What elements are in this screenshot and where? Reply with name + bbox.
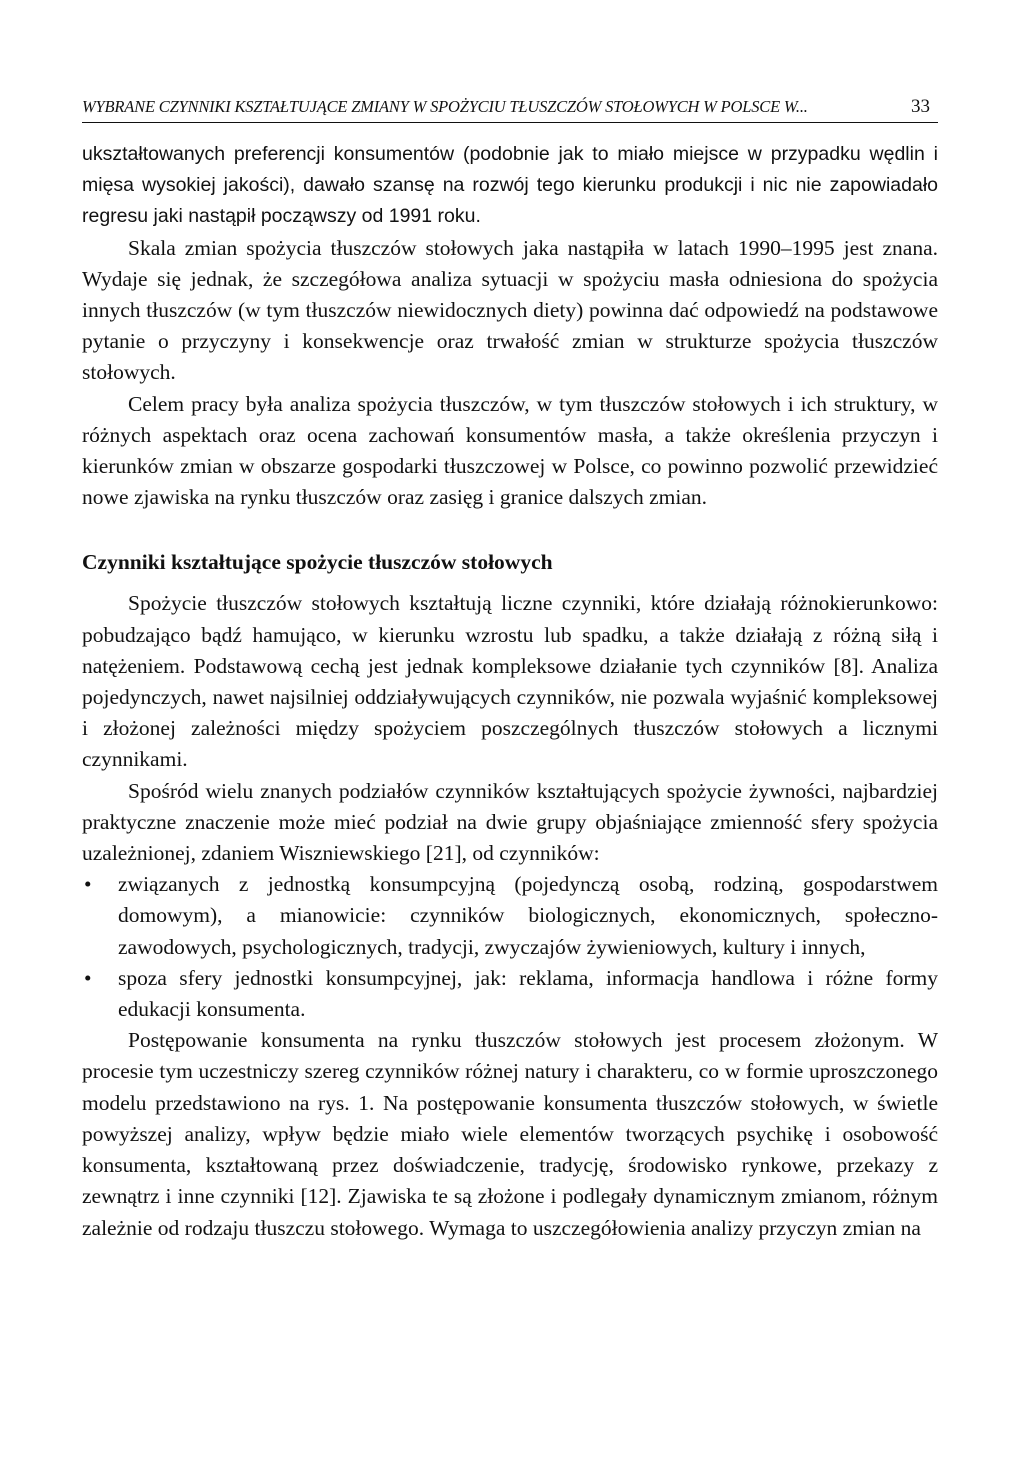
list-item xyxy=(82,963,938,1025)
list-item-text: związanych z jednostką konsumpcyjną (pojedynczą osobą, rodziną, gospodarstwem domowym), a mianowicie: czynników biologicznych, ekonomicznych, społeczno-zawodowych, psychologicznych, tradycji, zwyczajów żywieniowych, kultury i innych, xyxy=(118,872,938,959)
paragraph-consumer-behavior: Postępowanie konsumenta na rynku tłuszczów stołowych jest procesem złożonym. W procesie tym uczestniczy szereg czynników różnej natury i charakteru, co w formie uproszczonego modelu przedstawiono na rys. 1. Na postępowanie konsumenta tłuszczów stołowych, w świetle powyższej analizy, wpływ będzie miało wiele elementów tworzących psychikę i osobowość konsumenta, kształtowaną przez doświadczenie, tradycję, środowisko rynkowe, przekazy z zewnątrz i inne czynniki [12]. Zjawiska te są złożone i podlegały dynamicznym zmianom, różnym zależnie od rodzaju tłuszczu stołowego. Wymaga to uszczegółowienia analizy przyczyn zmian na xyxy=(82,1028,938,1240)
section-heading: Czynniki kształtujące spożycie tłuszczów stołowych xyxy=(82,550,553,575)
bullet-icon: • xyxy=(84,965,92,990)
body-text xyxy=(82,139,938,1244)
paragraph-factors-1: Spożycie tłuszczów stołowych kształtują liczne czynniki, które działają różnokierunkowo: pobudzająco bądź hamująco, w kierunku wzrostu lub spadku, a także działają z różną siłą i natężeniem. Podstawową cechą jest jednak kompleksowe działanie tych czynników [8]. Analiza pojedynczych, nawet najsilniej oddziaływujących czynników, nie pozwala wyjaśnić kompleksowej i złożonej zależności między spożyciem poszczególnych tłuszczów stołowych a licznymi czynnikami. xyxy=(82,591,938,772)
paragraph-factors-2: Spośród wielu znanych podziałów czynników kształtujących spożycie żywności, najbardziej praktyczne znaczenie może mieć podział na dwie grupy objaśniające zmienność sfery spożycia uzależnionej, zdaniem Wiszniewskiego [21], od czynników: xyxy=(82,778,938,866)
list-item-text: spoza sfery jednostki konsumpcyjnej, jak: reklama, informacja handlowa i różne formy edukacji konsumenta. xyxy=(118,965,938,1022)
running-header xyxy=(82,96,938,123)
bullet-icon: • xyxy=(84,872,92,897)
running-title: WYBRANE CZYNNIKI KSZTAŁTUJĄCE ZMIANY W SPOŻYCIU TŁUSZCZÓW STOŁOWYCH W POLSCE W... xyxy=(82,97,808,116)
factor-list xyxy=(82,869,938,1025)
document-page xyxy=(82,96,938,1244)
list-item xyxy=(82,869,938,963)
page-number: 33 xyxy=(911,96,930,117)
paragraph-intro-2: Skala zmian spożycia tłuszczów stołowych jaka nastąpiła w latach 1990–1995 jest znana. Wydaje się jednak, że szczegółowa analiza sytuacji w spożyciu masła odniesiona do spożycia innych tłuszczów (w tym tłuszczów niewidocznych diety) powinna dać odpowiedź na podstawowe pytanie o przyczyny i konsekwencje oraz trwałość zmian w strukturze spożycia tłuszczów stołowych. xyxy=(82,235,938,385)
paragraph-intro-1: ukształtowanych preferencji konsumentów (podobnie jak to miało miejsce w przypadku wędlin i mięsa wysokiej jakości), dawało szansę na rozwój tego kierunku produkcji i nic nie zapowiadało regresu jaki nastąpił począwszy od 1991 roku. xyxy=(82,143,938,228)
paragraph-intro-3: Celem pracy była analiza spożycia tłuszczów, w tym tłuszczów stołowych i ich struktury, w różnych aspektach oraz ocena zachowań konsumentów masła, a także określenia przyczyn i kierunków zmian w obszarze gospodarki tłuszczowej w Polsce, co powinno pozwolić przewidzieć nowe zjawiska na rynku tłuszczów oraz zasięg i granice dalszych zmian. xyxy=(82,391,938,510)
